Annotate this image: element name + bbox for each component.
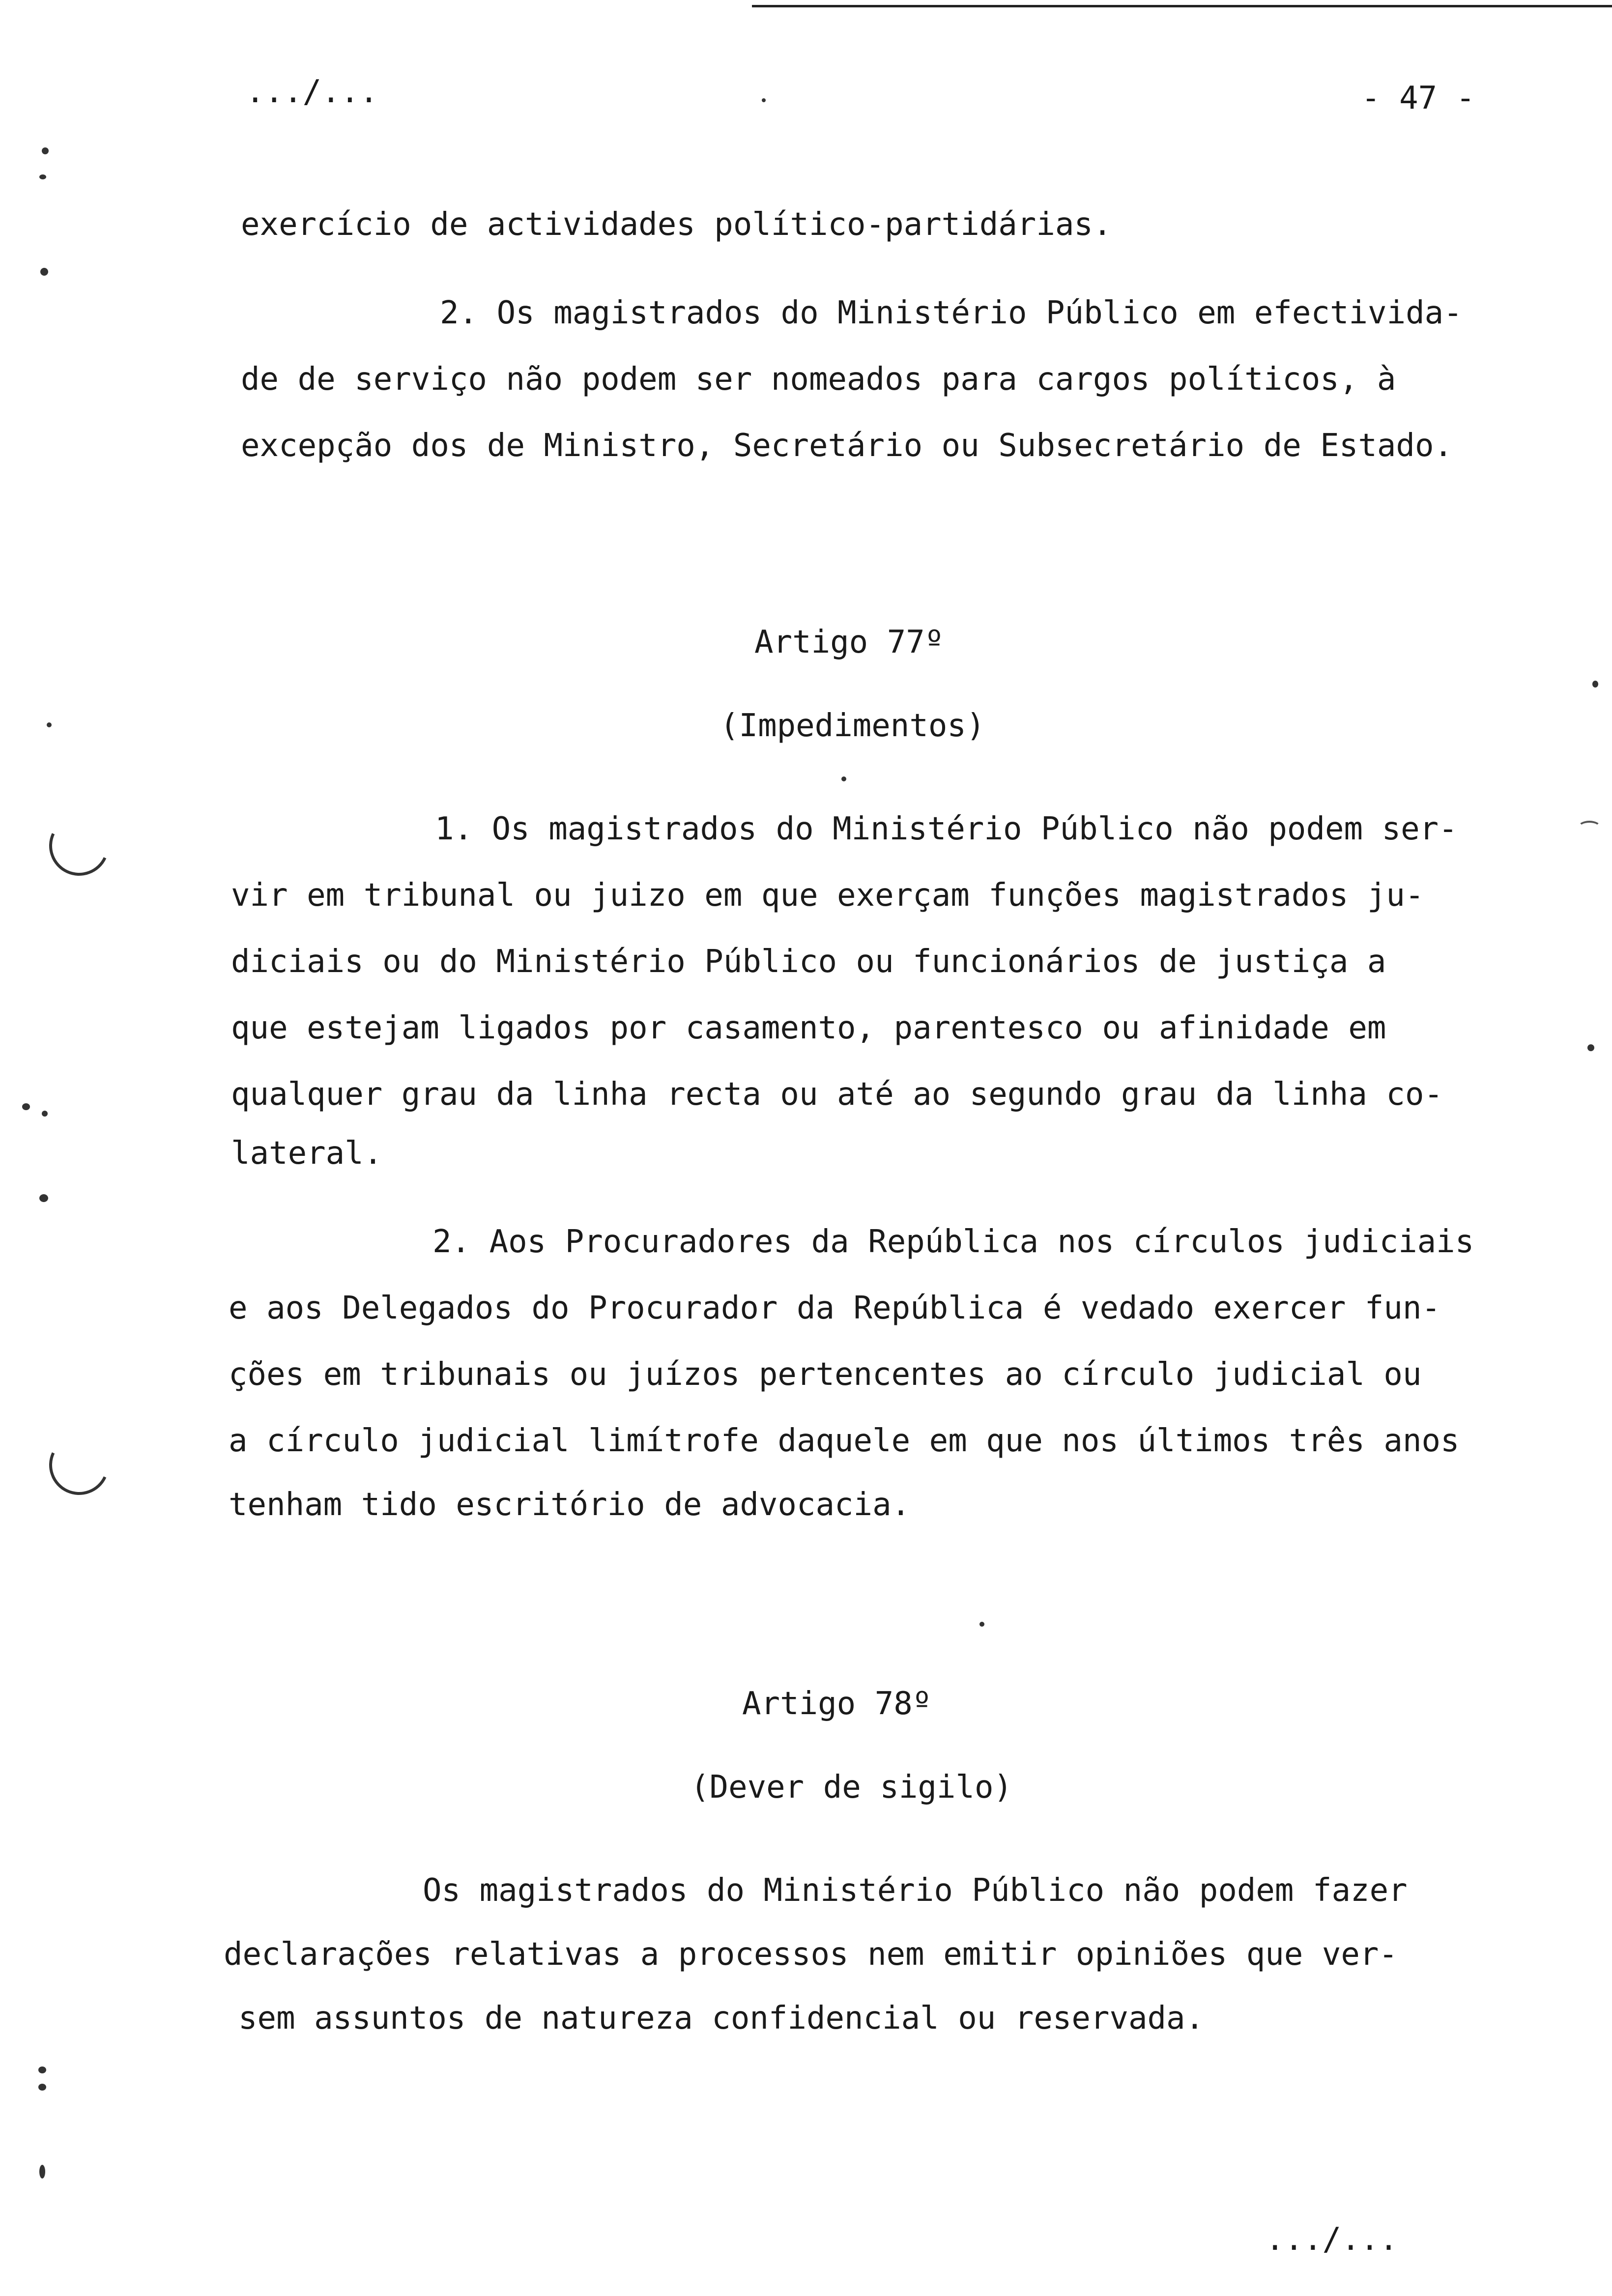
scan-speck (1587, 1044, 1594, 1051)
article-78-para-1-line-3: sem assuntos de natureza confidencial ou reservada. (238, 2000, 1205, 2037)
scan-mark (41, 1427, 117, 1503)
article-77-para-1-line-5: qualquer grau da linha recta ou até ao segundo grau da linha co- (231, 1076, 1443, 1113)
scan-speck (47, 722, 52, 727)
article-77-para-2-line-2: e aos Delegados do Procurador da República é vedado exercer fun- (229, 1290, 1440, 1326)
scan-speck (762, 98, 766, 102)
scan-speck (22, 1103, 30, 1110)
scan-speck (841, 776, 846, 781)
intro-line: exercício de actividades político-partidárias. (241, 206, 1112, 243)
article-77-para-1-line-3: diciais ou do Ministério Público ou funcionários de justiça a (231, 944, 1386, 980)
scan-mark (1578, 821, 1601, 834)
article-77-subtitle: (Impedimentos) (720, 708, 985, 744)
footer-continuation: .../... (1266, 2221, 1398, 2258)
scan-speck (39, 1194, 48, 1202)
scan-speck (42, 147, 49, 154)
article-77-para-1-line-4: que estejam ligados por casamento, parentesco ou afinidade em (231, 1010, 1386, 1046)
scan-mark (41, 807, 117, 884)
article-77-para-2-line-4: a círculo judicial limítrofe daquele em que nos últimos três anos (229, 1423, 1460, 1459)
article-77-title: Artigo 77º (754, 624, 944, 660)
header-continuation: .../... (246, 74, 378, 110)
scan-speck (38, 2084, 46, 2091)
article-78-title: Artigo 78º (742, 1686, 932, 1722)
article-77-para-1-line-2: vir em tribunal ou juizo em que exerçam funções magistrados ju- (231, 877, 1424, 914)
article-77-para-1-line-6: lateral. (231, 1135, 383, 1172)
prev-para-2-line-3: excepção dos de Ministro, Secretário ou Subsecretário de Estado. (241, 428, 1453, 464)
article-77-para-2-line-5: tenham tido escritório de advocacia. (229, 1487, 911, 1523)
article-78-para-1-line-2: declarações relativas a processos nem emitir opiniões que ver- (224, 1936, 1398, 1973)
page-number: - 47 - (1361, 80, 1475, 116)
article-77-para-2-line-3: ções em tribunais ou juízos pertencentes ao círculo judicial ou (229, 1356, 1422, 1393)
scan-speck (42, 1111, 48, 1117)
scan-speck (39, 2165, 45, 2179)
scan-speck (39, 174, 46, 179)
article-77-para-2-line-1: 2. Aos Procuradores da República nos círculos judiciais (432, 1224, 1474, 1260)
top-edge-rule (752, 5, 1612, 7)
scan-speck (979, 1622, 984, 1627)
prev-para-2-line-1: 2. Os magistrados do Ministério Público em efectivida- (440, 295, 1463, 331)
scan-speck (38, 2066, 46, 2073)
scan-speck (1592, 681, 1598, 688)
article-78-subtitle: (Dever de sigilo) (691, 1769, 1013, 1806)
scan-speck (40, 268, 48, 276)
article-77-para-1-line-1: 1. Os magistrados do Ministério Público não podem ser- (435, 811, 1458, 847)
article-78-para-1-line-1: Os magistrados do Ministério Público não podem fazer (423, 1872, 1408, 1909)
prev-para-2-line-2: de de serviço não podem ser nomeados para cargos políticos, à (241, 361, 1396, 398)
